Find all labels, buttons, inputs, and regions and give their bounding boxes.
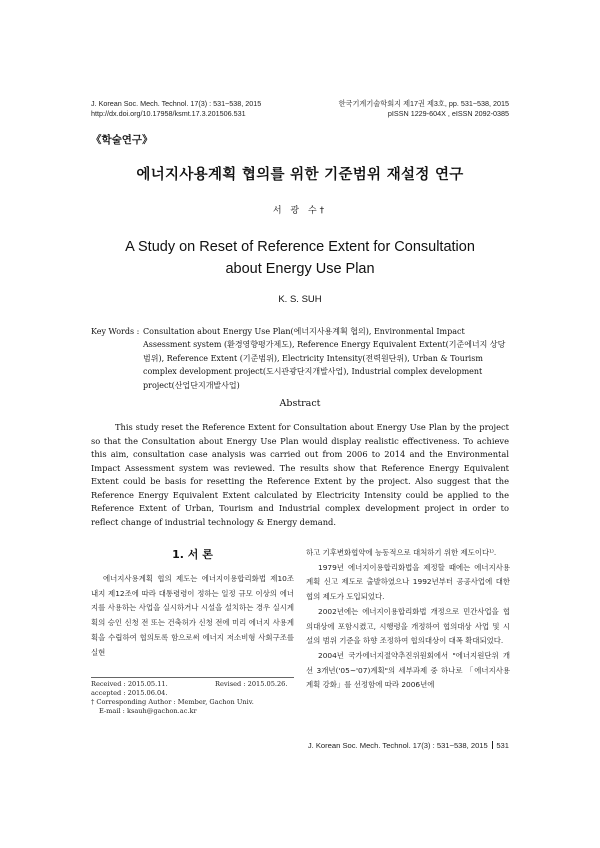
page-footer (308, 741, 509, 750)
corresponding-author: † Corresponding Author : Member, Gachon Univ. (91, 698, 254, 706)
footer-citation: J. Korean Soc. Mech. Technol. 17(3) : 531~538, 2015 (307, 741, 488, 750)
abstract-heading: Abstract (279, 398, 321, 409)
footnote-divider (91, 677, 294, 678)
paper-title-korean: 에너지사용계획 협의를 위한 기준범위 재설정 연구 (136, 167, 464, 183)
section-tag: 《학술연구》 (91, 134, 153, 146)
body-paragraph: 1979년 에너지이용합리화법을 제정할 때에는 에너지사용계획 신고 제도로 출발하였으나 1992년부터 공공사업에 대한 협의 제도가 도입되었다. (306, 562, 510, 602)
keywords-block (91, 325, 511, 392)
keywords-text: Consultation about Energy Use Plan(에너지사용계획 협의), Environmental Impact Assessment system (환경영향평가제도), Reference Energy Equivalent Extent(기준에너지 상당범위), Reference Extent (기준범위), Electricity Intensity(전력원단위), Urban & Tourism complex development project(도시관광단지개발사업), Industrial complex development project(산업단지개발사업) (143, 327, 506, 390)
accepted-date: accepted : 2015.06.04. (91, 689, 168, 697)
paper-title-english-line2: about Energy Use Plan (225, 261, 375, 277)
journal-citation-ko: 한국기계기술학회지 제17권 제3호, pp. 531~538, 2015 (338, 99, 509, 108)
body-paragraph: 2002년에는 에너지이용합리화법 개정으로 민간사업을 협의대상에 포함시켰고, 시행령을 개정하여 협의대상 사업 및 시설의 범위 기준을 하향 조정하여 협의대상이 대폭 확대되었다. (306, 606, 510, 646)
paper-title-english-line1: A Study on Reset of Reference Extent for Consultation (125, 239, 475, 255)
received-date: Received : 2015.05.11. (91, 680, 168, 688)
doi-link[interactable]: http://dx.doi.org/10.17958/ksmt.17.3.201506.531 (91, 108, 246, 118)
keywords-label: Key Words : (91, 327, 140, 336)
body-paragraph: 2004년 국가에너지절약추진위원회에서 "에너지원단위 개선 3개년('05~'07)계획"의 세부과제 중 하나로 「에너지사용계획 강화」를 선정함에 따라 2006년에 (306, 650, 510, 690)
author-korean: 서 광 수† (272, 206, 328, 216)
section-heading-introduction: 1. 서 론 (172, 548, 213, 561)
footnotes (91, 680, 301, 716)
page-number: 531 (496, 741, 509, 750)
body-paragraph: 하고 기후변화협약에 능동적으로 대처하기 위한 제도이다¹⁾. (306, 548, 497, 557)
journal-header-left (91, 99, 261, 118)
footer-separator (492, 741, 494, 749)
issn-line: pISSN 1229-604X , eISSN 2092-0385 (387, 108, 509, 118)
journal-header-right (339, 99, 509, 118)
body-column-right (306, 546, 510, 693)
footnote-dates (91, 680, 301, 689)
body-paragraph: 에너지사용계획 협의 제도는 에너지이용합리화법 제10조 내지 제12조에 따라 대통령령이 정하는 일정 규모 이상의 에너지를 사용하는 사업을 실시하거나 시설을 설치하는 경우 실시계획의 승인 신청 전 또는 건축허가 신청 전에 미리 에너지 사용계획을 수립하여 협의토록 함으로써 에너지 저소비형 사회구조를 실현 (91, 574, 294, 657)
revised-date: Revised : 2015.05.26. (215, 680, 288, 688)
paper-title-english (0, 236, 600, 280)
journal-citation: J. Korean Soc. Mech. Technol. 17(3) : 531~538, 2015 (91, 99, 262, 108)
body-column-left (91, 572, 294, 660)
author-email[interactable]: E-mail : ksauh@gachon.ac.kr (99, 707, 197, 715)
abstract-text: This study reset the Reference Extent for Consultation about Energy Use Plan by the project so that the Consultation about Energy Use Plan would display realistic effectiveness. To achieve this aim, consultation case analysis was carried out from 2006 to 2014 and the Environmental Impact Assessment system was reviewed. The results show that Reference Energy Equivalent Extent could be basis for resetting the Reference Extent by the project. Also suggest that the Reference Energy Equivalent Extent calculated by Electricity Intensity could be applied to the Reference Extent of Urban, Tourism and Industrial complex development project in order to reflect change of industrial technology & Energy demand. (91, 422, 509, 527)
author-english: K. S. SUH (278, 294, 322, 305)
